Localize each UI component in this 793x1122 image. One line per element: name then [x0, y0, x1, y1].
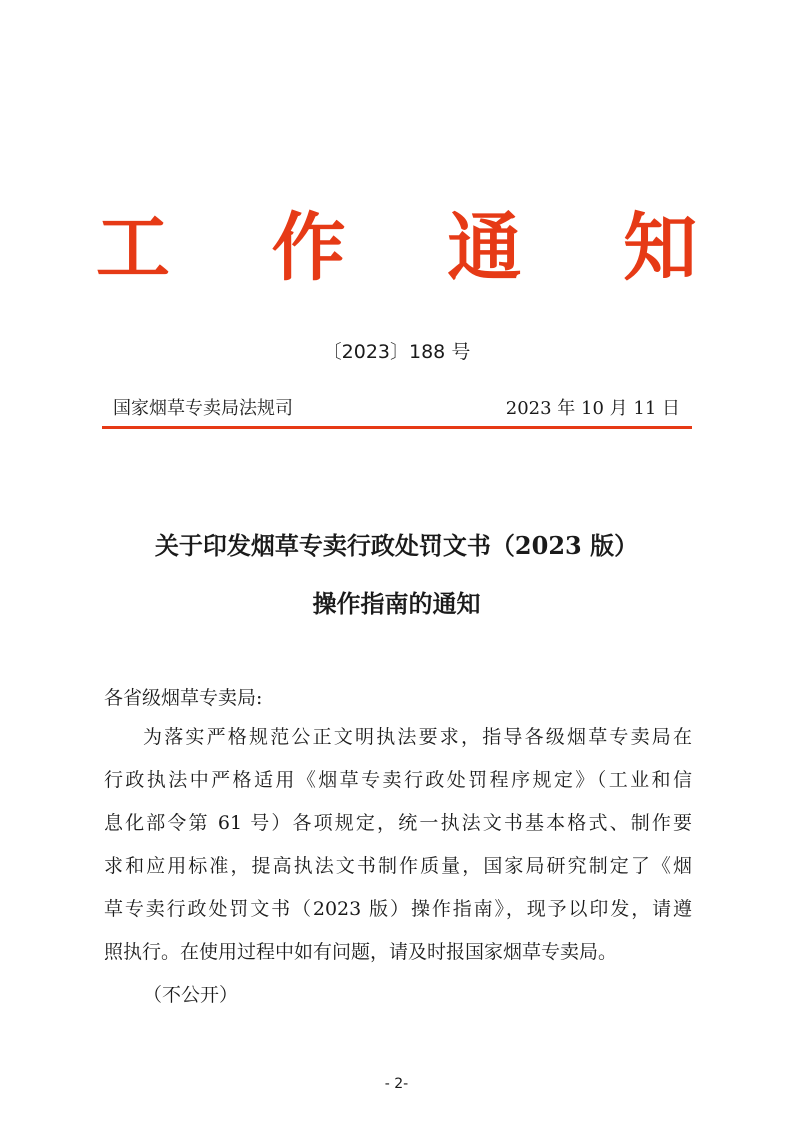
red-separator-line [102, 426, 692, 429]
document-number: 〔2023〕188 号 [322, 341, 471, 363]
body-paragraph-line: 息化部令第 61 号）各项规定，统一执法文书基本格式、制作要 [104, 812, 692, 834]
disclosure-remark: （不公开） [143, 984, 239, 1006]
body-paragraph-line: 行政执法中严格适用《烟草专卖行政处罚程序规定》（工业和信 [104, 769, 692, 791]
document-title-line-2: 操作指南的通知 [312, 589, 481, 618]
body-paragraph-line: 照执行。在使用过程中如有问题，请及时报国家烟草专卖局。 [104, 941, 618, 963]
body-paragraph-line: 为落实严格规范公正文明执法要求，指导各级烟草专卖局在 [143, 726, 692, 748]
page-number: - 2- [384, 1076, 409, 1092]
body-paragraph-line: 求和应用标准，提高执法文书制作质量，国家局研究制定了《烟 [104, 855, 692, 877]
document-title-line-1: 关于印发烟草专卖行政处罚文书（2023 版） [154, 531, 639, 560]
issue-date: 2023 年 10 月 11 日 [505, 398, 680, 419]
issuing-office: 国家烟草专卖局法规司 [113, 398, 293, 419]
body-paragraph-line: 草专卖行政处罚文书（2023 版）操作指南》，现予以印发，请遵 [104, 898, 692, 920]
document-masthead: 工 作 通 知 [95, 205, 736, 291]
salutation: 各省级烟草专卖局: [104, 687, 263, 709]
